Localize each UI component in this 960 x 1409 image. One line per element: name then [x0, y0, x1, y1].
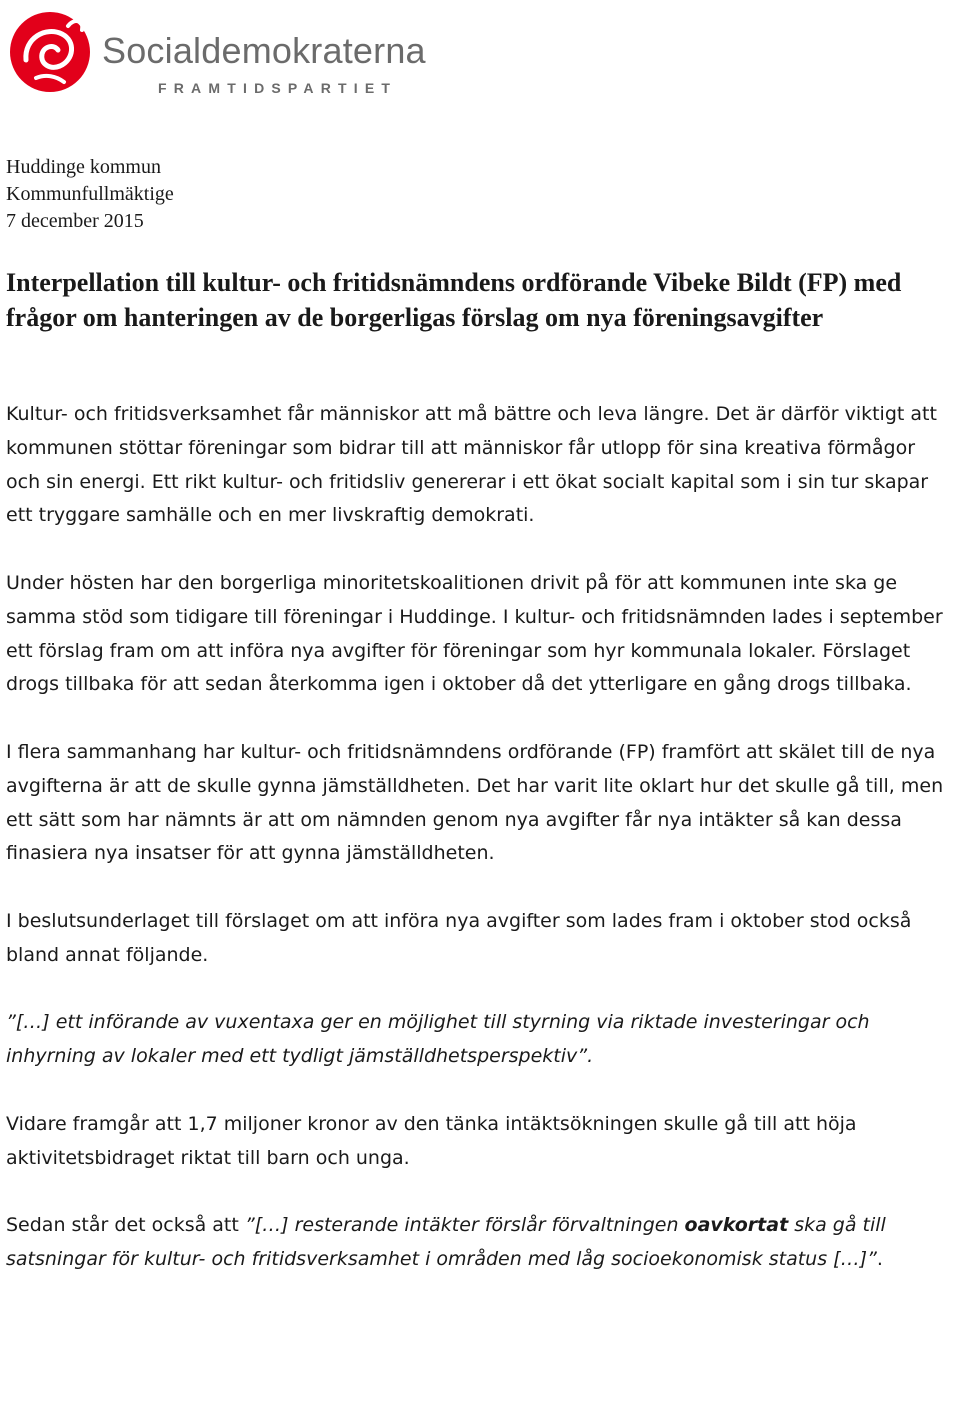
document-body	[6, 398, 951, 1277]
quote-start: ”[…] resterande intäkter förslår förvaltningen	[244, 1214, 685, 1237]
municipality: Huddinge kommun	[6, 156, 161, 178]
logo-tagline: FRAMTIDSPARTIET	[158, 80, 398, 96]
document-meta	[6, 154, 174, 235]
paragraph: I beslutsunderlaget till förslaget om att införa nya avgifter som lades fram i oktober stod också bland annat följande.	[6, 909, 912, 966]
paragraph-last	[6, 1209, 951, 1277]
lead-text: Sedan står det också att	[6, 1214, 245, 1237]
assembly: Kommunfullmäktige	[6, 183, 174, 205]
emphasis-text: oavkortat	[684, 1214, 789, 1237]
document-title: Interpellation till kultur- och fritidsnämndens ordförande Vibeke Bildt (FP) med frågor om hanteringen av de borgerligas förslag om nya föreningsavgifter	[6, 268, 902, 332]
party-logo	[6, 8, 426, 98]
quote-end: ska gå till satsningar för kultur- och fritidsverksamhet i områden med låg socioekonomisk status […]”	[6, 1214, 886, 1270]
quote-text: ”[…] ett införande av vuxentaxa ger en möjlighet till styrning via riktade investeringar och inhyrning av lokaler med ett tydligt jämställdhetsperspektiv”.	[6, 1011, 870, 1068]
tail-text: .	[876, 1247, 883, 1270]
quote-paragraph	[6, 1006, 951, 1074]
rose-icon	[6, 8, 96, 98]
paragraph: Kultur- och fritidsverksamhet får människor att må bättre och leva längre. Det är därför viktigt att kommunen stöttar föreningar som bidrar till att människor får utlopp för sina kreativa förmågor och sin energi. Ett rikt kultur- och fritidsliv genererar i ett ökat socialt kapital som i sin tur skapar ett tryggare samhälle och en mer livskraftig demokrati.	[6, 403, 937, 527]
paragraph: Vidare framgår att 1,7 miljoner kronor av den tänka intäktsökningen skulle gå till att höja aktivitetsbidraget riktat till barn och unga.	[6, 1112, 857, 1169]
logo-name: Socialdemokraterna	[102, 30, 426, 71]
paragraph: Under hösten har den borgerliga minoritetskoalitionen drivit på för att kommunen inte ska ge samma stöd som tidigare till föreningar i Huddinge. I kultur- och fritidsnämnden lades i september ett förslag fram om att införa nya avgifter för föreningar som hyr kommunala lokaler. Förslaget drogs tillbaka för att sedan återkomma igen i oktober då det ytterligare en gång drogs tillbaka.	[6, 571, 943, 696]
paragraph: I flera sammanhang har kultur- och fritidsnämndens ordförande (FP) framfört att skälet till de nya avgifterna är att de skulle gynna jämställdheten. Det har varit lite oklart hur det skulle gå till, men ett sätt som har nämnts är att om nämnden genom nya avgifter får nya intäkter så kan dessa finasiera nya insatser för att gynna jämställdheten.	[6, 740, 944, 865]
date: 7 december 2015	[6, 210, 144, 232]
